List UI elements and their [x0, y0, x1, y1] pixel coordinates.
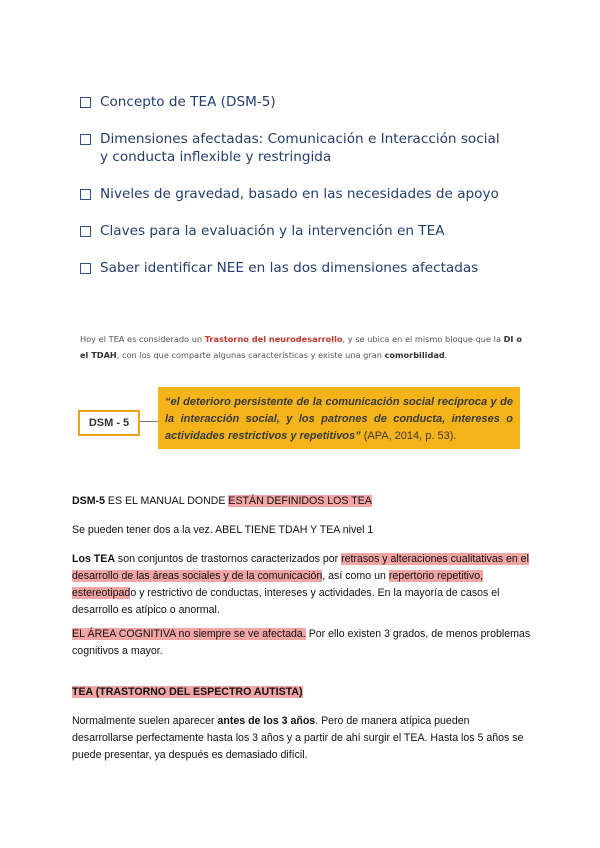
- note-cognitive: [72, 626, 532, 660]
- section-heading-text: TEA (TRASTORNO DEL ESPECTRO AUTISTA): [72, 686, 303, 698]
- note-dsm5-highlight: ESTÁN DEFINIDOS LOS TEA: [228, 495, 372, 507]
- checkbox-icon: [80, 263, 91, 274]
- note-dsm5-bold: DSM-5: [72, 495, 105, 507]
- definition-quote: “el deterioro persistente de la comunicación social recíproca y de la interacción social, y los patrones de conducta, intereses o actividades restrictivos y repetitivos”: [165, 396, 513, 442]
- checkbox-icon: [80, 97, 91, 108]
- checklist-text: Claves para la evaluación y la intervención en TEA: [100, 223, 445, 239]
- note-dsm5: [72, 493, 532, 510]
- checklist-text-line1: Dimensiones afectadas: Comunicación e Interacción social: [100, 131, 500, 147]
- checklist-text-line2: y conducta inflexible y restringida: [100, 149, 332, 165]
- connector-line: [140, 421, 158, 422]
- slide-term-neurodesarrollo: Trastorno del neurodesarrollo: [204, 334, 343, 344]
- slide-term-di-tdah: DI o el TDAH: [80, 334, 522, 360]
- definition-quote-box: [158, 387, 520, 449]
- checklist-text: Niveles de gravedad, basado en las necesidades de apoyo: [100, 186, 499, 202]
- checklist-item-2: [80, 130, 500, 166]
- slide-text-1: Hoy el TEA es considerado un: [80, 334, 205, 344]
- note-cognitive-text: Por ello existen 3 grados, de menos problemas cognitivos a mayor.: [72, 628, 531, 657]
- checklist-text: Concepto de TEA (DSM-5): [100, 94, 276, 110]
- note-tea-highlight-1: retrasos y alteraciones cualitativas en el desarrollo de las áreas sociales y de la comunicación: [72, 553, 529, 582]
- note-tea-text-c: o y restrictivo de conductas, intereses y actividades. En la mayoría de casos el desarrollo es atípico o anormal.: [72, 587, 500, 616]
- slide-text-2: , y se ubica en el mismo bloque que la: [342, 334, 504, 344]
- definition-citation: (APA, 2014, p. 53).: [360, 430, 457, 442]
- slide-text-3: , con los que comparte algunas características y existe una gran: [116, 350, 385, 360]
- section-heading: [72, 684, 532, 701]
- checklist-item-5: [80, 259, 478, 277]
- note-tea-highlight-2: repertorio repetitivo, estereotipad: [72, 570, 484, 599]
- note-onset-text-a: Normalmente suelen aparecer: [72, 715, 218, 727]
- slide-paragraph: [80, 331, 522, 363]
- note-comorbidity-text: Se pueden tener dos a la vez. ABEL TIENE TDAH Y TEA nivel 1: [72, 524, 374, 536]
- note-tea-text-a: son conjuntos de trastornos caracterizados por: [114, 553, 342, 565]
- checklist-item-3: [80, 185, 499, 203]
- checkbox-icon: [80, 134, 91, 145]
- note-tea-definition: [72, 551, 532, 619]
- note-tea-text-b: , así como un: [322, 570, 389, 582]
- note-tea-bold: Los TEA: [72, 553, 115, 565]
- note-dsm5-text: ES EL MANUAL DONDE: [104, 495, 229, 507]
- checklist-text: Saber identificar NEE en las dos dimensiones afectadas: [100, 260, 479, 276]
- slide-term-comorbilidad: comorbilidad: [384, 350, 445, 360]
- note-comorbidity: [72, 522, 532, 539]
- dsm-label-box: [78, 410, 140, 436]
- checklist-text: [100, 130, 500, 166]
- checklist-item-1: [80, 93, 276, 111]
- checklist-item-4: [80, 222, 445, 240]
- checkbox-icon: [80, 189, 91, 200]
- checkbox-icon: [80, 226, 91, 237]
- note-onset: [72, 713, 532, 764]
- note-onset-bold: antes de los 3 años: [217, 715, 316, 727]
- dsm-label: DSM - 5: [88, 417, 130, 429]
- note-cognitive-highlight: EL ÁREA COGNITIVA no siempre se ve afectada.: [72, 628, 306, 640]
- slide-text-4: .: [444, 350, 448, 360]
- note-onset-text-b: . Pero de manera atípica pueden desarrollarse perfectamente hasta los 3 años y a partir de ahí surgir el TEA. Hasta los 5 años se puede presentar, ya después es demasiado difícil.: [72, 715, 524, 761]
